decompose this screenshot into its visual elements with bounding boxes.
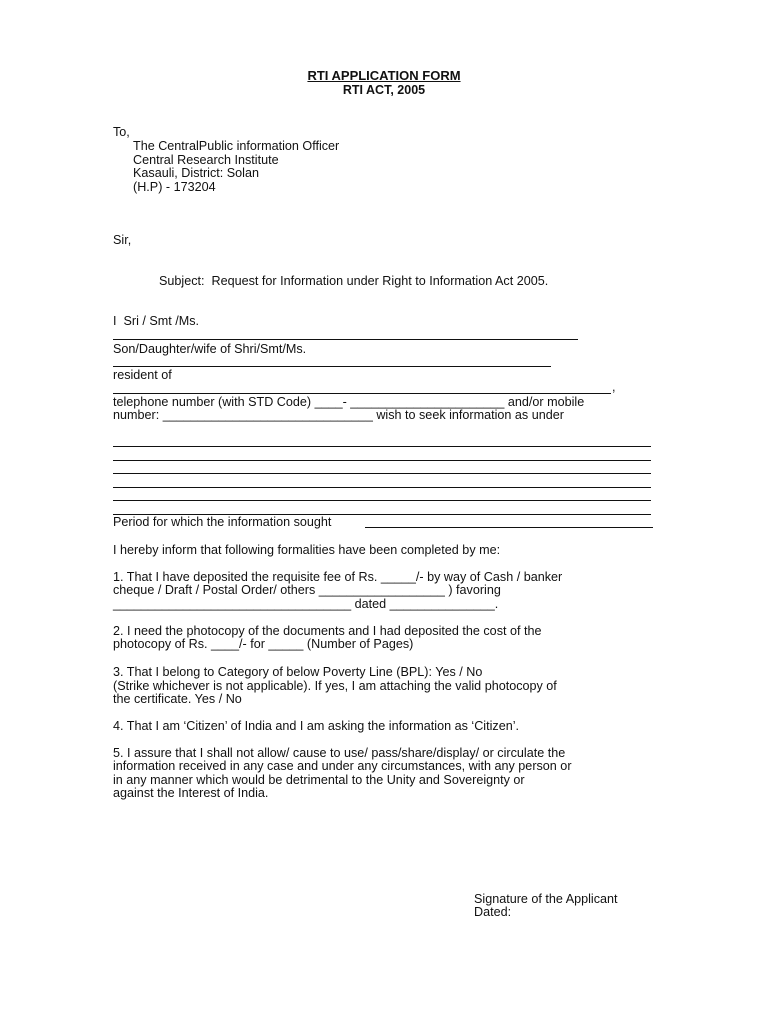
item-1-line: __________________________________ dated _______________.: [113, 597, 499, 611]
item-3-line: the certificate. Yes / No: [113, 692, 242, 706]
item-5-line: in any manner which would be detrimental to the Unity and Sovereignty or: [113, 773, 525, 787]
information-blank[interactable]: [113, 487, 651, 488]
item-4-line: 4. That I am ‘Citizen’ of India and I am asking the information as ‘Citizen’.: [113, 719, 519, 733]
information-blank[interactable]: [113, 460, 651, 461]
address-to: To,: [113, 125, 130, 139]
relation-label: Son/Daughter/wife of Shri/Smt/Ms.: [113, 342, 307, 356]
information-blank[interactable]: [113, 500, 651, 501]
address-line: The CentralPublic information Officer: [133, 139, 340, 153]
item-2-line: 2. I need the photocopy of the documents and I had deposited the cost of the: [113, 624, 542, 638]
item-2-line: photocopy of Rs. ____/- for _____ (Number of Pages): [113, 637, 414, 651]
signature-dated: Dated:: [474, 905, 512, 919]
item-3-line: (Strike whichever is not applicable). If yes, I am attaching the valid photocopy of: [113, 679, 557, 693]
mobile-line: number: ______________________________ wish to seek information as under: [113, 408, 564, 422]
resident-label: resident of: [113, 368, 172, 382]
item-5-line: against the Interest of India.: [113, 786, 269, 800]
item-3-line: 3. That I belong to Category of below Poverty Line (BPL): Yes / No: [113, 665, 483, 679]
relation-blank[interactable]: [113, 366, 551, 367]
name-label: I Sri / Smt /Ms.: [113, 314, 200, 328]
resident-blank[interactable]: [113, 393, 611, 394]
name-blank[interactable]: [113, 339, 578, 340]
information-blank[interactable]: [113, 473, 651, 474]
form-title: RTI APPLICATION FORM: [307, 68, 461, 83]
address-line: (H.P) - 173204: [133, 180, 216, 194]
formalities-intro: I hereby inform that following formalities have been completed by me:: [113, 543, 501, 557]
form-subtitle: RTI ACT, 2005: [342, 83, 426, 97]
information-blank[interactable]: [113, 446, 651, 447]
address-line: Central Research Institute: [133, 153, 279, 167]
period-label: Period for which the information sought: [113, 515, 332, 529]
salutation: Sir,: [113, 233, 132, 247]
telephone-line: telephone number (with STD Code) ____- ______________________ and/or mobile: [113, 395, 585, 409]
signature-label: Signature of the Applicant: [474, 892, 618, 906]
item-1-line: cheque / Draft / Postal Order/ others __________________ ) favoring: [113, 583, 501, 597]
subject-line: Subject: Request for Information under Right to Information Act 2005.: [159, 274, 549, 288]
period-blank[interactable]: [365, 527, 653, 528]
item-5-line: 5. I assure that I shall not allow/ cause to use/ pass/share/display/ or circulate the: [113, 746, 566, 760]
resident-comma: ,: [612, 380, 616, 394]
item-5-line: information received in any case and under any circumstances, with any person or: [113, 759, 572, 773]
address-line: Kasauli, District: Solan: [133, 166, 259, 180]
item-1-line: 1. That I have deposited the requisite fee of Rs. _____/- by way of Cash / banker: [113, 570, 563, 584]
